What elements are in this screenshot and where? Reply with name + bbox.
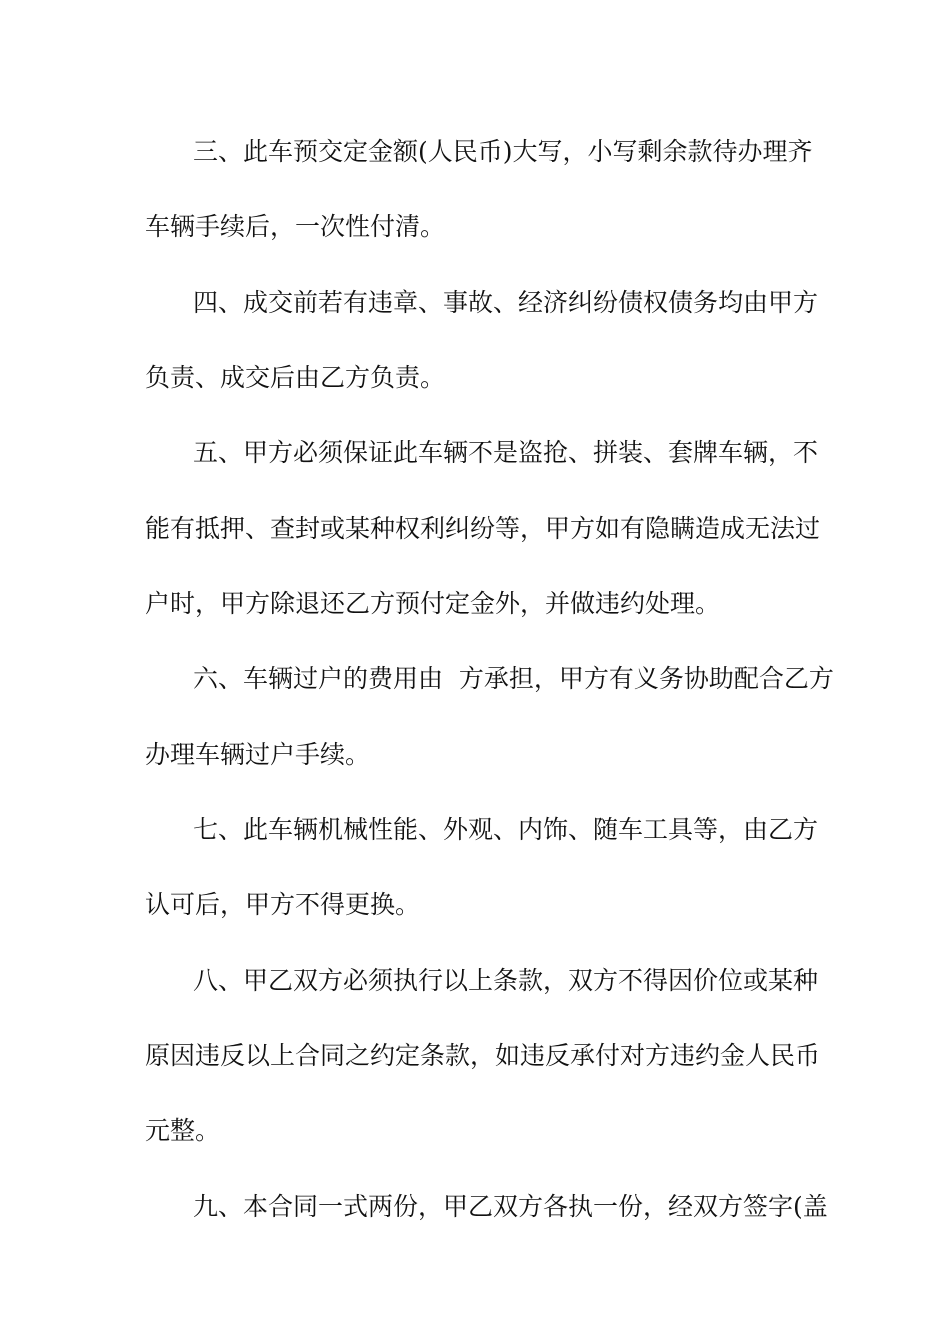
clause-5-line-1: 五、甲方必须保证此车辆不是盗抢、拼装、套牌车辆，不 [193,438,819,467]
clause-6-line-2: 办理车辆过户手续。 [145,740,371,769]
clause-8-line-3: 元整。 [145,1116,221,1145]
clause-3-line-2: 车辆手续后，一次性付清。 [145,212,446,241]
clause-8-line-2: 原因违反以上合同之约定条款，如违反承付对方违约金人民币 [145,1041,821,1070]
clause-3-line-1: 三、此车预交定金额(人民币)大写，小写剩余款待办理齐 [193,137,813,166]
clause-7-line-2: 认可后，甲方不得更换。 [145,890,421,919]
clause-9-line-1: 九、本合同一式两份，甲乙双方各执一份，经双方签字(盖 [193,1192,828,1221]
clause-5-line-3: 户时，甲方除退还乙方预付定金外，并做违约处理。 [145,589,721,618]
clause-4-line-1: 四、成交前若有违章、事故、经济纠纷债权债务均由甲方 [193,288,819,317]
clause-6-line-1: 六、车辆过户的费用由 方承担，甲方有义务协助配合乙方 [193,664,834,693]
clause-7-line-1: 七、此车辆机械性能、外观、内饰、随车工具等，由乙方 [193,815,819,844]
clause-5-line-2: 能有抵押、查封或某种权利纠纷等，甲方如有隐瞒造成无法过 [145,514,821,543]
clause-8-line-1: 八、甲乙双方必须执行以上条款，双方不得因价位或某种 [193,966,819,995]
clause-4-line-2: 负责、成交后由乙方负责。 [145,363,446,392]
